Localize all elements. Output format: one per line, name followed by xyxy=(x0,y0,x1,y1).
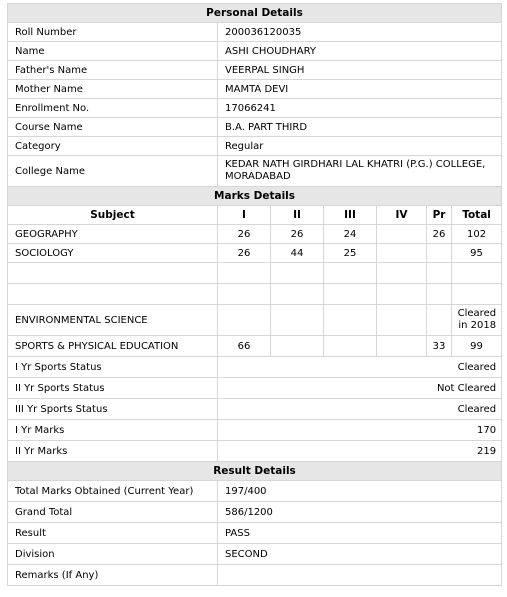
status-row xyxy=(8,441,502,462)
result-row xyxy=(8,523,502,544)
result-value: PASS xyxy=(218,523,502,544)
mark-cell xyxy=(427,263,452,284)
roll-number-row xyxy=(8,23,502,42)
remarks-row xyxy=(8,565,502,586)
mother-name-row xyxy=(8,80,502,99)
table-row xyxy=(8,336,502,357)
total-marks-row xyxy=(8,481,502,502)
result-details-header: Result Details xyxy=(8,462,502,481)
mark-cell xyxy=(324,263,377,284)
mark-cell xyxy=(324,284,377,305)
mark-cell: 44 xyxy=(271,244,324,263)
name-row xyxy=(8,42,502,61)
total-marks-value: 197/400 xyxy=(218,481,502,502)
mark-cell: 26 xyxy=(218,244,271,263)
personal-details-header: Personal Details xyxy=(8,4,502,23)
course-row xyxy=(8,118,502,137)
status-label: I Yr Marks xyxy=(8,420,218,441)
mark-cell: 66 xyxy=(218,336,271,357)
total-cell: Cleared in 2018 xyxy=(452,305,502,336)
status-label: II Yr Sports Status xyxy=(8,378,218,399)
marks-column-headers xyxy=(8,206,502,225)
subject-cell: GEOGRAPHY xyxy=(8,225,218,244)
father-name-value: VEERPAL SINGH xyxy=(218,61,502,80)
table-row xyxy=(8,263,502,284)
total-cell xyxy=(452,263,502,284)
marks-details-header: Marks Details xyxy=(8,187,502,206)
mark-cell: 33 xyxy=(427,336,452,357)
result-details-table xyxy=(7,461,502,586)
subject-cell xyxy=(8,263,218,284)
mark-cell xyxy=(271,263,324,284)
college-value: KEDAR NATH GIRDHARI LAL KHATRI (P.G.) COLLEGE, MORADABAD xyxy=(218,156,502,187)
mark-cell xyxy=(427,284,452,305)
mark-cell xyxy=(377,305,427,336)
total-cell: 102 xyxy=(452,225,502,244)
field-label: College Name xyxy=(8,156,218,187)
field-label: Category xyxy=(8,137,218,156)
category-row xyxy=(8,137,502,156)
grand-total-value: 586/1200 xyxy=(218,502,502,523)
father-name-row xyxy=(8,61,502,80)
status-label: III Yr Sports Status xyxy=(8,399,218,420)
name-value: ASHI CHOUDHARY xyxy=(218,42,502,61)
mark-cell: 26 xyxy=(427,225,452,244)
status-value: 219 xyxy=(218,441,502,462)
division-value: SECOND xyxy=(218,544,502,565)
field-label: Course Name xyxy=(8,118,218,137)
status-value: Cleared xyxy=(218,357,502,378)
mark-cell: 24 xyxy=(324,225,377,244)
personal-details-table xyxy=(7,3,502,187)
subject-cell xyxy=(8,284,218,305)
total-cell: 99 xyxy=(452,336,502,357)
roll-number-value: 200036120035 xyxy=(218,23,502,42)
subject-cell: SPORTS & PHYSICAL EDUCATION xyxy=(8,336,218,357)
total-cell xyxy=(452,284,502,305)
subject-cell: SOCIOLOGY xyxy=(8,244,218,263)
table-row xyxy=(8,225,502,244)
col-subject: Subject xyxy=(8,206,218,225)
field-label: Remarks (If Any) xyxy=(8,565,218,586)
field-label: Division xyxy=(8,544,218,565)
mark-cell xyxy=(427,244,452,263)
result-card xyxy=(7,3,501,586)
col-ii: II xyxy=(271,206,324,225)
remarks-value xyxy=(218,565,502,586)
mark-cell: 26 xyxy=(271,225,324,244)
mark-cell xyxy=(218,284,271,305)
col-pr: Pr xyxy=(427,206,452,225)
course-value: B.A. PART THIRD xyxy=(218,118,502,137)
mark-cell xyxy=(271,284,324,305)
field-label: Enrollment No. xyxy=(8,99,218,118)
mark-cell xyxy=(324,336,377,357)
mark-cell xyxy=(271,336,324,357)
status-label: I Yr Sports Status xyxy=(8,357,218,378)
col-i: I xyxy=(218,206,271,225)
mark-cell xyxy=(218,263,271,284)
total-cell: 95 xyxy=(452,244,502,263)
mark-cell xyxy=(377,263,427,284)
field-label: Name xyxy=(8,42,218,61)
field-label: Mother Name xyxy=(8,80,218,99)
status-value: 170 xyxy=(218,420,502,441)
enrollment-value: 17066241 xyxy=(218,99,502,118)
enrollment-row xyxy=(8,99,502,118)
mark-cell: 25 xyxy=(324,244,377,263)
table-row xyxy=(8,284,502,305)
status-row xyxy=(8,399,502,420)
status-row xyxy=(8,378,502,399)
mark-cell: 26 xyxy=(218,225,271,244)
field-label: Grand Total xyxy=(8,502,218,523)
mark-cell xyxy=(377,244,427,263)
division-row xyxy=(8,544,502,565)
table-row xyxy=(8,305,502,336)
status-row xyxy=(8,357,502,378)
field-label: Result xyxy=(8,523,218,544)
col-iv: IV xyxy=(377,206,427,225)
mark-cell xyxy=(427,305,452,336)
field-label: Total Marks Obtained (Current Year) xyxy=(8,481,218,502)
mark-cell xyxy=(377,284,427,305)
mark-cell xyxy=(377,225,427,244)
status-label: II Yr Marks xyxy=(8,441,218,462)
col-iii: III xyxy=(324,206,377,225)
college-row xyxy=(8,156,502,187)
status-row xyxy=(8,420,502,441)
subject-cell: ENVIRONMENTAL SCIENCE xyxy=(8,305,218,336)
mark-cell xyxy=(324,305,377,336)
status-value: Not Cleared xyxy=(218,378,502,399)
field-label: Roll Number xyxy=(8,23,218,42)
field-label: Father's Name xyxy=(8,61,218,80)
mother-name-value: MAMTA DEVI xyxy=(218,80,502,99)
category-value: Regular xyxy=(218,137,502,156)
grand-total-row xyxy=(8,502,502,523)
table-row xyxy=(8,244,502,263)
col-total: Total xyxy=(452,206,502,225)
status-value: Cleared xyxy=(218,399,502,420)
mark-cell xyxy=(218,305,271,336)
marks-details-table xyxy=(7,186,502,462)
mark-cell xyxy=(377,336,427,357)
mark-cell xyxy=(271,305,324,336)
